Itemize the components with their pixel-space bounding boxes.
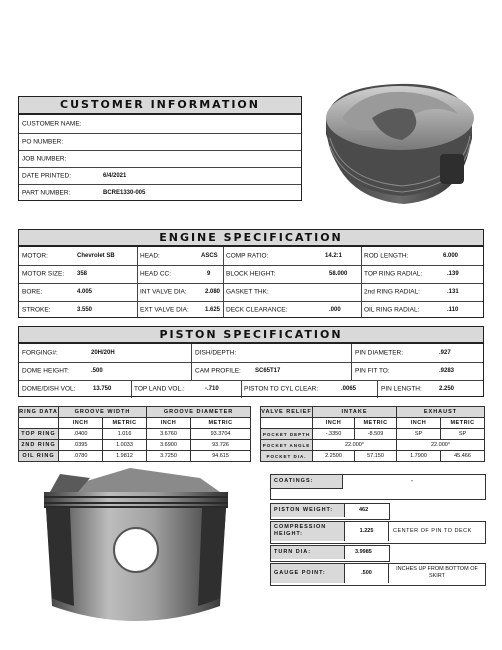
block-height-label: BLOCK HEIGHT: bbox=[226, 270, 276, 278]
pocket-dia-int-mm: 57.150 bbox=[355, 451, 397, 462]
compression-height-value: 1.225 bbox=[345, 522, 389, 541]
ex-inch-label: INCH bbox=[397, 418, 441, 429]
second-ring-gd-mm: 93.726 bbox=[191, 440, 251, 451]
oil-ring-gw-in: .0780 bbox=[59, 451, 103, 462]
gd-metric-label: METRIC bbox=[191, 418, 251, 429]
ring-data-table bbox=[18, 406, 251, 462]
engine-row-4 bbox=[19, 301, 483, 319]
second-ring-gw-mm: 1.0033 bbox=[103, 440, 147, 451]
pocket-angle-int: 22.000° bbox=[313, 440, 397, 451]
stroke-label: STROKE: bbox=[22, 306, 51, 314]
gw-metric-label: METRIC bbox=[103, 418, 147, 429]
pocket-dia-ex-mm: 45.466 bbox=[441, 451, 485, 462]
head-cc-value: 9 bbox=[207, 271, 211, 277]
top-ring-label: TOP RING bbox=[19, 429, 59, 440]
pocket-angle-ex: 22.000° bbox=[397, 440, 485, 451]
po-number-row bbox=[19, 133, 301, 151]
piston-to-cyl-value: .0065 bbox=[341, 386, 357, 392]
gw-inch-label: INCH bbox=[59, 418, 103, 429]
intake-label: INTAKE bbox=[313, 407, 397, 418]
top-ring-gw-in: .0400 bbox=[59, 429, 103, 440]
ring-units-blank bbox=[19, 418, 59, 429]
dome-height-value: .500 bbox=[91, 368, 103, 374]
coatings-value: - bbox=[411, 478, 413, 484]
gd-inch-label: INCH bbox=[147, 418, 191, 429]
valve-relief-label: VALVE RELIEF bbox=[261, 407, 313, 418]
groove-width-label: GROOVE WIDTH bbox=[59, 407, 147, 418]
pin-length-value: 2.250 bbox=[439, 386, 455, 392]
gauge-point-note: INCHES UP FROM BOTTOM OF SKIRT bbox=[396, 566, 478, 579]
dome-height-label: DOME HEIGHT: bbox=[22, 367, 69, 375]
coatings-box bbox=[270, 474, 486, 500]
table-row bbox=[19, 440, 251, 451]
top-ring-gd-mm: 93.3704 bbox=[191, 429, 251, 440]
engine-spec-box bbox=[18, 246, 484, 318]
second-ring-gw-in: .0395 bbox=[59, 440, 103, 451]
deck-clearance-value: .000 bbox=[329, 307, 341, 313]
head-label: HEAD: bbox=[140, 252, 160, 260]
part-number-label: PART NUMBER: bbox=[22, 189, 71, 196]
valve-units-blank bbox=[261, 418, 313, 429]
forging-label: FORGING#: bbox=[22, 349, 58, 357]
customer-info-box bbox=[18, 114, 302, 201]
oil-ring-gd-in: 3.7250 bbox=[147, 451, 191, 462]
pin-fit-value: .9283 bbox=[439, 368, 455, 374]
ext-valve-dia-label: EXT VALVE DIA: bbox=[140, 306, 189, 314]
date-printed-row bbox=[19, 167, 301, 185]
oil-ring-radial-label: OIL RING RADIAL: bbox=[364, 306, 420, 314]
pocket-dia-label: POCKET DIA. bbox=[261, 451, 313, 462]
piston-to-cyl-label: PISTON TO CYL CLEAR: bbox=[244, 385, 319, 393]
head-cc-label: HEAD CC: bbox=[140, 270, 172, 278]
dome-dish-vol-label: DOME/DISH VOL: bbox=[22, 385, 76, 393]
dish-depth-label: DISH/DEPTH: bbox=[195, 349, 237, 357]
customer-name-label: CUSTOMER NAME: bbox=[22, 120, 82, 128]
second-ring-radial-value: .131 bbox=[447, 289, 459, 295]
valve-header-row bbox=[261, 407, 485, 418]
top-ring-gw-mm: 1.016 bbox=[103, 429, 147, 440]
engine-row-1 bbox=[19, 247, 483, 266]
bore-value: 4.005 bbox=[77, 289, 93, 295]
coatings-label: COATINGS: bbox=[271, 475, 343, 489]
gauge-point-value: .500 bbox=[345, 564, 389, 583]
engine-row-3 bbox=[19, 283, 483, 302]
compression-height-label: COMPRESSION HEIGHT: bbox=[271, 522, 345, 541]
pin-fit-label: PIN FIT TO: bbox=[355, 367, 390, 375]
customer-name-row bbox=[19, 115, 301, 134]
pocket-depth-int-in: -.3350 bbox=[313, 429, 355, 440]
top-ring-gd-in: 3.6760 bbox=[147, 429, 191, 440]
motor-label: MOTOR: bbox=[22, 252, 48, 260]
date-printed-value: 6/4/2021 bbox=[103, 172, 127, 179]
gasket-thk-label: GASKET THK: bbox=[226, 288, 269, 296]
ring-data-label: RING DATA bbox=[19, 407, 59, 418]
piston-spec-header: PISTON SPECIFICATION bbox=[18, 326, 484, 343]
po-number-label: PO NUMBER: bbox=[22, 138, 64, 145]
int-valve-dia-label: INT VALVE DIA: bbox=[140, 288, 187, 296]
oil-ring-label: OIL RING bbox=[19, 451, 59, 462]
turn-dia-value: 3.9985 bbox=[355, 549, 372, 555]
pocket-angle-label: POCKET ANGLE bbox=[261, 440, 313, 451]
int-metric-label: METRIC bbox=[355, 418, 397, 429]
ring-header-row bbox=[19, 407, 251, 418]
top-land-vol-label: TOP LAND VOL.: bbox=[134, 385, 185, 393]
pin-diameter-value: .927 bbox=[439, 350, 451, 356]
deck-clearance-label: DECK CLEARANCE: bbox=[226, 306, 288, 314]
motor-size-label: MOTOR SIZE: bbox=[22, 270, 65, 278]
piston-row-1 bbox=[19, 344, 483, 363]
forging-value: 20H/20H bbox=[91, 350, 115, 356]
motor-size-value: 358 bbox=[77, 271, 88, 277]
table-row bbox=[19, 429, 251, 440]
gauge-point-box bbox=[270, 563, 486, 586]
gauge-point-label: GAUGE POINT: bbox=[271, 564, 345, 583]
turn-dia-box bbox=[270, 545, 390, 562]
table-row bbox=[261, 429, 485, 440]
piston-side-image bbox=[30, 466, 242, 636]
second-ring-gd-in: 3.6900 bbox=[147, 440, 191, 451]
top-ring-radial-value: .139 bbox=[447, 271, 459, 277]
pocket-dia-ex-in: 1.7900 bbox=[397, 451, 441, 462]
cam-profile-value: SC65T17 bbox=[255, 368, 281, 374]
oil-ring-gd-mm: 94.615 bbox=[191, 451, 251, 462]
date-printed-label: DATE PRINTED: bbox=[22, 172, 71, 179]
pocket-dia-int-in: 2.2500 bbox=[313, 451, 355, 462]
head-value: ASCS bbox=[201, 253, 218, 259]
customer-info-header: CUSTOMER INFORMATION bbox=[18, 96, 302, 114]
job-number-row bbox=[19, 150, 301, 168]
dome-dish-vol-value: 13.750 bbox=[93, 386, 112, 392]
pocket-depth-ex-in: SP bbox=[397, 429, 441, 440]
rod-length-value: 6.000 bbox=[443, 253, 459, 259]
valve-relief-table bbox=[260, 406, 485, 462]
int-inch-label: INCH bbox=[313, 418, 355, 429]
piston-weight-box bbox=[270, 503, 390, 520]
second-ring-radial-label: 2nd RING RADIAL: bbox=[364, 288, 420, 296]
job-number-label: JOB NUMBER: bbox=[22, 155, 67, 162]
exhaust-label: EXHAUST bbox=[397, 407, 485, 418]
table-row bbox=[19, 451, 251, 462]
pin-length-label: PIN LENGTH: bbox=[381, 385, 422, 393]
pocket-depth-label: POCKET DEPTH bbox=[261, 429, 313, 440]
second-ring-label: 2ND RING bbox=[19, 440, 59, 451]
table-row bbox=[261, 451, 485, 462]
int-valve-dia-value: 2.080 bbox=[205, 289, 221, 295]
ext-valve-dia-value: 1.625 bbox=[205, 307, 221, 313]
piston-row-3 bbox=[19, 380, 483, 398]
compression-height-note: CENTER OF PIN TO DECK bbox=[393, 528, 472, 534]
part-number-row bbox=[19, 184, 301, 201]
block-height-value: 58.000 bbox=[329, 271, 348, 277]
bore-label: BORE: bbox=[22, 288, 43, 296]
valve-units-row bbox=[261, 418, 485, 429]
motor-value: Chevrolet SB bbox=[77, 253, 115, 259]
oil-ring-gw-mm: 1.9812 bbox=[103, 451, 147, 462]
engine-spec-header: ENGINE SPECIFICATION bbox=[18, 229, 484, 246]
top-land-vol-value: -.710 bbox=[205, 386, 219, 392]
ex-metric-label: METRIC bbox=[441, 418, 485, 429]
top-ring-radial-label: TOP RING RADIAL: bbox=[364, 270, 423, 278]
piston-weight-value: 462 bbox=[359, 507, 369, 513]
pocket-depth-int-mm: -8.509 bbox=[355, 429, 397, 440]
piston-weight-label: PISTON WEIGHT: bbox=[271, 504, 345, 517]
cam-profile-label: CAM PROFILE: bbox=[195, 367, 241, 375]
stroke-value: 3.550 bbox=[77, 307, 93, 313]
groove-diameter-label: GROOVE DIAMETER bbox=[147, 407, 251, 418]
ring-units-row bbox=[19, 418, 251, 429]
table-row bbox=[261, 440, 485, 451]
rod-length-label: ROD LENGTH: bbox=[364, 252, 409, 260]
engine-row-2 bbox=[19, 265, 483, 284]
piston-spec-box bbox=[18, 343, 484, 397]
piston-row-2 bbox=[19, 362, 483, 381]
comp-ratio-label: COMP RATIO: bbox=[226, 252, 269, 260]
pin-diameter-label: PIN DIAMETER: bbox=[355, 349, 404, 357]
piston-top-image bbox=[312, 78, 484, 210]
turn-dia-label: TURN DIA: bbox=[271, 546, 345, 559]
compression-height-box bbox=[270, 521, 486, 544]
comp-ratio-value: 14.2:1 bbox=[325, 253, 343, 259]
oil-ring-radial-value: .110 bbox=[447, 307, 459, 313]
pocket-depth-ex-mm: SP bbox=[441, 429, 485, 440]
part-number-value: BCRE1330-005 bbox=[103, 189, 146, 196]
